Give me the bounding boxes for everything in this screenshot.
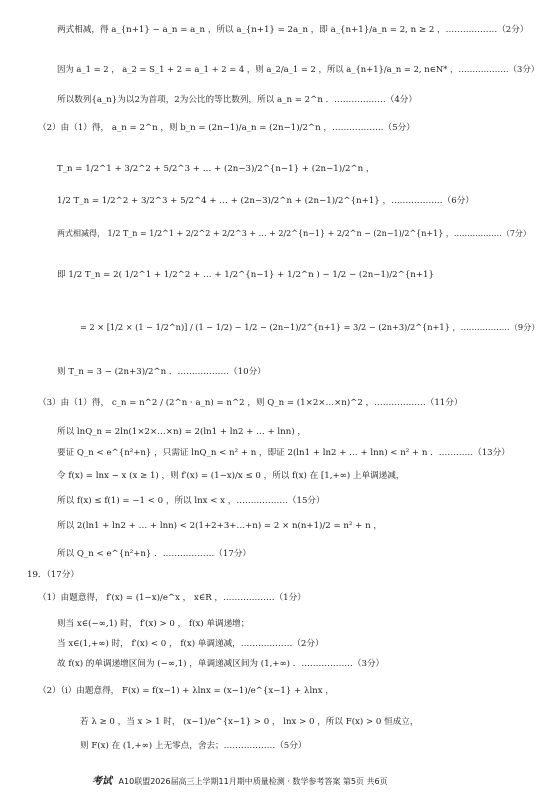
publisher-logo: 考试 <box>92 776 112 787</box>
text-line: （1）由题意得， f′(x) = (1−x)/e^x ， x∈R ，………………（1分） <box>38 593 306 603</box>
text-line: 所以 2(ln1 + ln2 + … + lnn) < 2(1+2+3+…+n) = 2 × n(n+1)/2 = n² + n ， <box>57 521 382 531</box>
text-line: 所以 f(x) ≤ f(1) = −1 < 0 ，所以 lnx < x ，………………（15分） <box>57 496 325 506</box>
text-line: 要证 Q_n < e^{n²+n} ，只需证 lnQ_n < n² + n ，即证 2(ln1 + ln2 + … + lnn) < n² + n ．…………（13分） <box>57 448 510 458</box>
text-line: 当 x∈(1,+∞) 时， f′(x) < 0 ， f(x) 单调递减，………………（2分） <box>57 639 324 649</box>
text-line: 则 T_n = 3 − (2n+3)/2^n ．………………（10分） <box>57 367 266 377</box>
text-line: 令 f(x) = lnx − x (x ≥ 1) ，则 f′(x) = (1−x)/x ≤ 0 ，所以 f(x) 在 [1,+∞) 上单调递减， <box>57 471 405 481</box>
text-line: 则 F(x) 在 (1,+∞) 上无零点，舍去；………………（5分） <box>80 741 307 751</box>
text-line: （2）由（1）得， a_n = 2^n ，则 b_n = (2n−1)/a_n = (2n−1)/2^n ，………………（5分） <box>38 123 415 133</box>
page-footer <box>92 772 388 787</box>
text-line: 所以 lnQ_n = 2ln(1×2×…×n) = 2(ln1 + ln2 + … + lnn) ， <box>57 427 306 437</box>
text-line: （3）由（1）得， c_n = n^2 / (2^n · a_n) = n^2 ，则 Q_n = (1×2×…×n)^2 ，………………（11分） <box>38 398 463 408</box>
text-line: 所以 Q_n < e^{n²+n} ．………………（17分） <box>57 549 252 559</box>
text-line: 1/2 T_n = 1/2^2 + 3/2^3 + 5/2^4 + … + (2n−3)/2^n + (2n−1)/2^{n+1} ，………………（6分） <box>57 196 474 206</box>
text-line: 所以数列{a_n}为以2为首项，2为公比的等比数列，所以 a_n = 2^n ．………………（4分） <box>57 95 417 105</box>
text-line: 两式相减，得 a_{n+1} − a_n = a_n ，所以 a_{n+1} = 2a_n ，即 a_{n+1}/a_n = 2, n ≥ 2 ，………………（2分） <box>57 25 529 35</box>
text-line: 故 f(x) 的单调递增区间为 (−∞,1) ，单调递减区间为 (1,+∞) ．………………（3分） <box>57 659 385 669</box>
text-line: 则当 x∈(−∞,1) 时， f′(x) > 0 ， f(x) 单调递增； <box>57 619 250 629</box>
text-line: 即 1/2 T_n = 2( 1/2^1 + 1/2^2 + … + 1/2^{n−1} + 1/2^n ) − 1/2 − (2n−1)/2^{n+1} <box>57 270 434 280</box>
text-line: 因为 a_1 = 2 ， a_2 = S_1 + 2 = a_1 + 2 = 4 ，则 a_2/a_1 = 2 ，所以 a_{n+1}/a_n = 2, n∈N* ，………………（3分） <box>57 64 540 74</box>
text-line: （2）（i）由题意得， F(x) = f(x−1) + λlnx = (x−1)/e^{x−1} + λlnx ， <box>38 686 334 696</box>
text-line: 若 λ ≥ 0 ，当 x > 1 时， (x−1)/e^{x−1} > 0 ， lnx > 0 ，所以 F(x) > 0 恒成立， <box>80 717 419 727</box>
text-line: = 2 × [1/2 × (1 − 1/2^n)] / (1 − 1/2) − 1/2 − (2n−1)/2^{n+1} = 3/2 − (2n+3)/2^{n+1} ，………………（9分） <box>80 322 540 332</box>
footer-text: A10联盟2026届高三上学期11月期中质量检测 · 数学参考答案 第5页 共6页 <box>118 777 388 786</box>
text-line: T_n = 1/2^1 + 3/2^2 + 5/2^3 + … + (2n−3)/2^{n−1} + (2n−1)/2^n ， <box>57 164 375 174</box>
text-line: 两式相减得， 1/2 T_n = 1/2^1 + 2/2^2 + 2/2^3 + … + 2/2^{n−1} + 2/2^n − (2n−1)/2^{n+1} ，………………（7分） <box>57 229 531 238</box>
question-heading: 19．（17分） <box>27 570 79 580</box>
